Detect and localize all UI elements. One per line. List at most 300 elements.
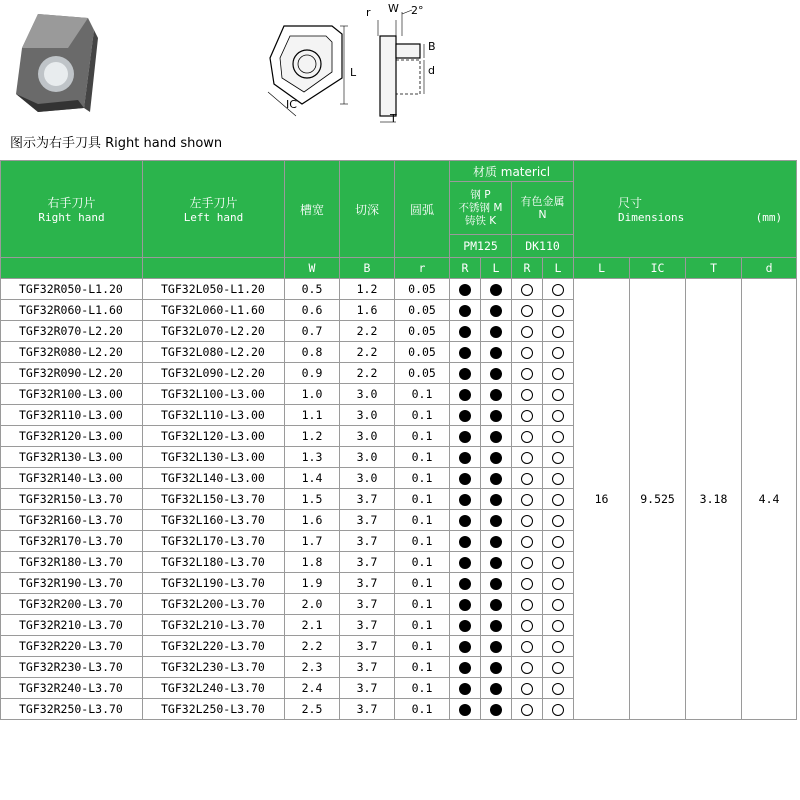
- availability-cell: [512, 510, 543, 531]
- width-value: 0.8: [285, 342, 340, 363]
- left-hand-model: TGF32L190-L3.70: [143, 573, 285, 594]
- availability-cell: [543, 405, 574, 426]
- sym-blank-1: [1, 258, 143, 279]
- header-grade-dk110: DK110: [512, 235, 574, 258]
- availability-cell: [450, 678, 481, 699]
- availability-cell: [450, 279, 481, 300]
- filled-circle-icon: [459, 599, 471, 611]
- filled-circle-icon: [459, 536, 471, 548]
- sym-W: W: [285, 258, 340, 279]
- empty-circle-icon: [521, 683, 533, 695]
- spec-table: [0, 160, 797, 720]
- availability-cell: [481, 279, 512, 300]
- availability-cell: [512, 363, 543, 384]
- availability-cell: [543, 699, 574, 720]
- right-hand-model: TGF32R120-L3.00: [1, 426, 143, 447]
- width-value: 1.4: [285, 468, 340, 489]
- availability-cell: [543, 321, 574, 342]
- left-hand-model: TGF32L210-L3.70: [143, 615, 285, 636]
- radius-value: 0.1: [395, 573, 450, 594]
- empty-circle-icon: [552, 515, 564, 527]
- empty-circle-icon: [552, 683, 564, 695]
- width-value: 1.0: [285, 384, 340, 405]
- empty-circle-icon: [552, 662, 564, 674]
- dimension-L: 16: [574, 279, 630, 720]
- width-value: 1.7: [285, 531, 340, 552]
- empty-circle-icon: [521, 557, 533, 569]
- radius-value: 0.1: [395, 426, 450, 447]
- availability-cell: [543, 573, 574, 594]
- filled-circle-icon: [490, 515, 502, 527]
- right-hand-model: TGF32R230-L3.70: [1, 657, 143, 678]
- availability-cell: [481, 489, 512, 510]
- right-hand-model: TGF32R050-L1.20: [1, 279, 143, 300]
- empty-circle-icon: [521, 704, 533, 716]
- depth-value: 3.7: [340, 699, 395, 720]
- radius-value: 0.05: [395, 279, 450, 300]
- width-value: 1.1: [285, 405, 340, 426]
- filled-circle-icon: [459, 284, 471, 296]
- width-value: 2.3: [285, 657, 340, 678]
- availability-cell: [450, 699, 481, 720]
- depth-value: 1.2: [340, 279, 395, 300]
- empty-circle-icon: [521, 284, 533, 296]
- sym-blank-2: [143, 258, 285, 279]
- radius-value: 0.05: [395, 342, 450, 363]
- left-hand-model: TGF32L220-L3.70: [143, 636, 285, 657]
- availability-cell: [450, 321, 481, 342]
- depth-value: 3.0: [340, 405, 395, 426]
- header-nonferrous-group: 有色金属 N: [512, 182, 574, 235]
- availability-cell: [481, 657, 512, 678]
- left-hand-model: TGF32L120-L3.00: [143, 426, 285, 447]
- header-steel-group: 钢 P 不锈钢 M 铸铁 K: [450, 182, 512, 235]
- depth-value: 3.0: [340, 447, 395, 468]
- left-hand-model: TGF32L170-L3.70: [143, 531, 285, 552]
- availability-cell: [543, 510, 574, 531]
- availability-cell: [512, 552, 543, 573]
- insert-side-view-drawing: [372, 6, 452, 130]
- availability-cell: [450, 594, 481, 615]
- filled-circle-icon: [459, 431, 471, 443]
- dim-label-W: W: [388, 2, 399, 15]
- right-hand-model: TGF32R080-L2.20: [1, 342, 143, 363]
- width-value: 0.9: [285, 363, 340, 384]
- availability-cell: [543, 531, 574, 552]
- sym-IC: IC: [630, 258, 686, 279]
- filled-circle-icon: [490, 557, 502, 569]
- filled-circle-icon: [490, 305, 502, 317]
- empty-circle-icon: [552, 704, 564, 716]
- availability-cell: [450, 405, 481, 426]
- empty-circle-icon: [521, 431, 533, 443]
- availability-cell: [450, 657, 481, 678]
- availability-cell: [481, 321, 512, 342]
- insert-photo: [8, 8, 98, 118]
- empty-circle-icon: [521, 410, 533, 422]
- availability-cell: [481, 531, 512, 552]
- radius-value: 0.1: [395, 594, 450, 615]
- left-hand-model: TGF32L110-L3.00: [143, 405, 285, 426]
- width-value: 1.8: [285, 552, 340, 573]
- empty-circle-icon: [552, 284, 564, 296]
- filled-circle-icon: [459, 662, 471, 674]
- depth-value: 3.7: [340, 552, 395, 573]
- header-radius: 圆弧: [395, 161, 450, 258]
- availability-cell: [543, 363, 574, 384]
- availability-cell: [512, 489, 543, 510]
- availability-cell: [543, 447, 574, 468]
- header-right-hand: 右手刀片 Right hand: [1, 161, 143, 258]
- availability-cell: [543, 678, 574, 699]
- empty-circle-icon: [552, 557, 564, 569]
- availability-cell: [543, 300, 574, 321]
- width-value: 1.2: [285, 426, 340, 447]
- left-hand-model: TGF32L070-L2.20: [143, 321, 285, 342]
- sym-L: L: [574, 258, 630, 279]
- depth-value: 1.6: [340, 300, 395, 321]
- filled-circle-icon: [459, 515, 471, 527]
- right-hand-model: TGF32R160-L3.70: [1, 510, 143, 531]
- availability-cell: [481, 552, 512, 573]
- availability-cell: [481, 510, 512, 531]
- sym-L1: L: [481, 258, 512, 279]
- availability-cell: [512, 615, 543, 636]
- filled-circle-icon: [490, 410, 502, 422]
- dim-label-r: r: [366, 6, 371, 19]
- empty-circle-icon: [552, 620, 564, 632]
- availability-cell: [543, 468, 574, 489]
- left-hand-model: TGF32L100-L3.00: [143, 384, 285, 405]
- depth-value: 3.7: [340, 489, 395, 510]
- availability-cell: [512, 426, 543, 447]
- availability-cell: [481, 363, 512, 384]
- availability-cell: [481, 594, 512, 615]
- left-hand-model: TGF32L180-L3.70: [143, 552, 285, 573]
- filled-circle-icon: [490, 662, 502, 674]
- availability-cell: [512, 531, 543, 552]
- empty-circle-icon: [552, 599, 564, 611]
- radius-value: 0.1: [395, 384, 450, 405]
- availability-cell: [512, 279, 543, 300]
- left-hand-model: TGF32L060-L1.60: [143, 300, 285, 321]
- filled-circle-icon: [490, 683, 502, 695]
- availability-cell: [481, 636, 512, 657]
- spec-table-wrapper: [0, 160, 800, 720]
- sym-R1: R: [450, 258, 481, 279]
- availability-cell: [481, 468, 512, 489]
- availability-cell: [450, 468, 481, 489]
- empty-circle-icon: [552, 431, 564, 443]
- empty-circle-icon: [552, 305, 564, 317]
- availability-cell: [450, 615, 481, 636]
- availability-cell: [543, 489, 574, 510]
- dim-label-B: B: [428, 40, 436, 53]
- spec-table-body: [1, 279, 797, 720]
- header-left-hand: 左手刀片 Left hand: [143, 161, 285, 258]
- width-value: 0.7: [285, 321, 340, 342]
- availability-cell: [512, 384, 543, 405]
- right-hand-model: TGF32R070-L2.20: [1, 321, 143, 342]
- dim-label-d: d: [428, 64, 435, 77]
- empty-circle-icon: [521, 473, 533, 485]
- empty-circle-icon: [521, 515, 533, 527]
- empty-circle-icon: [552, 452, 564, 464]
- filled-circle-icon: [459, 704, 471, 716]
- header-dimensions: 尺寸 Dimensions (mm): [574, 161, 797, 258]
- availability-cell: [543, 594, 574, 615]
- availability-cell: [512, 699, 543, 720]
- filled-circle-icon: [459, 494, 471, 506]
- radius-value: 0.05: [395, 321, 450, 342]
- depth-value: 3.0: [340, 384, 395, 405]
- depth-value: 3.7: [340, 510, 395, 531]
- availability-cell: [512, 594, 543, 615]
- availability-cell: [450, 489, 481, 510]
- sym-d: d: [742, 258, 797, 279]
- empty-circle-icon: [552, 410, 564, 422]
- empty-circle-icon: [521, 494, 533, 506]
- filled-circle-icon: [459, 326, 471, 338]
- depth-value: 3.7: [340, 678, 395, 699]
- filled-circle-icon: [490, 641, 502, 653]
- depth-value: 2.2: [340, 321, 395, 342]
- depth-value: 3.0: [340, 468, 395, 489]
- filled-circle-icon: [490, 389, 502, 401]
- depth-value: 3.7: [340, 636, 395, 657]
- filled-circle-icon: [459, 305, 471, 317]
- filled-circle-icon: [490, 326, 502, 338]
- availability-cell: [481, 342, 512, 363]
- radius-value: 0.1: [395, 447, 450, 468]
- filled-circle-icon: [490, 494, 502, 506]
- filled-circle-icon: [459, 683, 471, 695]
- empty-circle-icon: [521, 578, 533, 590]
- filled-circle-icon: [490, 452, 502, 464]
- filled-circle-icon: [490, 599, 502, 611]
- dim-label-IC: IC: [286, 98, 297, 111]
- sym-L2: L: [543, 258, 574, 279]
- availability-cell: [512, 300, 543, 321]
- filled-circle-icon: [490, 284, 502, 296]
- dim-label-L: L: [350, 66, 357, 79]
- availability-cell: [512, 678, 543, 699]
- availability-cell: [512, 636, 543, 657]
- left-hand-model: TGF32L200-L3.70: [143, 594, 285, 615]
- depth-value: 2.2: [340, 342, 395, 363]
- availability-cell: [481, 447, 512, 468]
- width-value: 2.5: [285, 699, 340, 720]
- availability-cell: [450, 426, 481, 447]
- width-value: 2.4: [285, 678, 340, 699]
- filled-circle-icon: [490, 704, 502, 716]
- availability-cell: [450, 531, 481, 552]
- radius-value: 0.1: [395, 510, 450, 531]
- width-value: 2.0: [285, 594, 340, 615]
- sym-B: B: [340, 258, 395, 279]
- availability-cell: [481, 678, 512, 699]
- availability-cell: [450, 342, 481, 363]
- empty-circle-icon: [521, 620, 533, 632]
- figure-caption: 图示为右手刀具 Right hand shown: [10, 136, 223, 151]
- empty-circle-icon: [552, 578, 564, 590]
- left-hand-model: TGF32L160-L3.70: [143, 510, 285, 531]
- filled-circle-icon: [490, 431, 502, 443]
- empty-circle-icon: [521, 536, 533, 548]
- header-material: 材质 matericl: [450, 161, 574, 182]
- empty-circle-icon: [521, 452, 533, 464]
- right-hand-model: TGF32R210-L3.70: [1, 615, 143, 636]
- radius-value: 0.1: [395, 468, 450, 489]
- dim-label-T: T: [390, 112, 397, 125]
- depth-value: 3.0: [340, 426, 395, 447]
- left-hand-model: TGF32L140-L3.00: [143, 468, 285, 489]
- filled-circle-icon: [459, 452, 471, 464]
- availability-cell: [450, 384, 481, 405]
- filled-circle-icon: [459, 473, 471, 485]
- left-hand-model: TGF32L250-L3.70: [143, 699, 285, 720]
- dim-label-angle: 2°: [411, 4, 424, 17]
- left-hand-model: TGF32L050-L1.20: [143, 279, 285, 300]
- empty-circle-icon: [552, 347, 564, 359]
- empty-circle-icon: [521, 326, 533, 338]
- left-hand-model: TGF32L130-L3.00: [143, 447, 285, 468]
- depth-value: 3.7: [340, 657, 395, 678]
- filled-circle-icon: [459, 347, 471, 359]
- availability-cell: [512, 447, 543, 468]
- depth-value: 3.7: [340, 594, 395, 615]
- availability-cell: [450, 447, 481, 468]
- right-hand-model: TGF32R220-L3.70: [1, 636, 143, 657]
- filled-circle-icon: [490, 620, 502, 632]
- dimension-T: 3.18: [686, 279, 742, 720]
- filled-circle-icon: [459, 578, 471, 590]
- availability-cell: [481, 384, 512, 405]
- sym-R2: R: [512, 258, 543, 279]
- right-hand-model: TGF32R140-L3.00: [1, 468, 143, 489]
- sym-r: r: [395, 258, 450, 279]
- availability-cell: [543, 615, 574, 636]
- dimension-IC: 9.525: [630, 279, 686, 720]
- empty-circle-icon: [552, 473, 564, 485]
- empty-circle-icon: [521, 599, 533, 611]
- availability-cell: [481, 405, 512, 426]
- empty-circle-icon: [552, 641, 564, 653]
- radius-value: 0.1: [395, 678, 450, 699]
- filled-circle-icon: [490, 536, 502, 548]
- availability-cell: [512, 342, 543, 363]
- empty-circle-icon: [521, 389, 533, 401]
- filled-circle-icon: [459, 641, 471, 653]
- availability-cell: [543, 342, 574, 363]
- filled-circle-icon: [459, 620, 471, 632]
- left-hand-model: TGF32L150-L3.70: [143, 489, 285, 510]
- left-hand-model: TGF32L080-L2.20: [143, 342, 285, 363]
- empty-circle-icon: [552, 536, 564, 548]
- right-hand-model: TGF32R150-L3.70: [1, 489, 143, 510]
- empty-circle-icon: [521, 305, 533, 317]
- dimension-d: 4.4: [742, 279, 797, 720]
- right-hand-model: TGF32R240-L3.70: [1, 678, 143, 699]
- availability-cell: [512, 573, 543, 594]
- empty-circle-icon: [552, 368, 564, 380]
- filled-circle-icon: [490, 473, 502, 485]
- availability-cell: [450, 300, 481, 321]
- right-hand-model: TGF32R250-L3.70: [1, 699, 143, 720]
- availability-cell: [543, 552, 574, 573]
- depth-value: 3.7: [340, 615, 395, 636]
- depth-value: 3.7: [340, 531, 395, 552]
- left-hand-model: TGF32L230-L3.70: [143, 657, 285, 678]
- availability-cell: [450, 510, 481, 531]
- radius-value: 0.1: [395, 405, 450, 426]
- width-value: 0.6: [285, 300, 340, 321]
- width-value: 0.5: [285, 279, 340, 300]
- availability-cell: [481, 699, 512, 720]
- availability-cell: [512, 321, 543, 342]
- empty-circle-icon: [521, 368, 533, 380]
- radius-value: 0.1: [395, 699, 450, 720]
- availability-cell: [450, 552, 481, 573]
- availability-cell: [450, 573, 481, 594]
- availability-cell: [481, 615, 512, 636]
- right-hand-model: TGF32R100-L3.00: [1, 384, 143, 405]
- right-hand-model: TGF32R060-L1.60: [1, 300, 143, 321]
- availability-cell: [481, 426, 512, 447]
- width-value: 1.5: [285, 489, 340, 510]
- filled-circle-icon: [490, 578, 502, 590]
- availability-cell: [543, 384, 574, 405]
- width-value: 2.2: [285, 636, 340, 657]
- availability-cell: [543, 426, 574, 447]
- radius-value: 0.1: [395, 636, 450, 657]
- radius-value: 0.05: [395, 363, 450, 384]
- empty-circle-icon: [521, 641, 533, 653]
- filled-circle-icon: [459, 557, 471, 569]
- right-hand-model: TGF32R170-L3.70: [1, 531, 143, 552]
- filled-circle-icon: [459, 410, 471, 422]
- availability-cell: [543, 657, 574, 678]
- availability-cell: [450, 363, 481, 384]
- availability-cell: [543, 636, 574, 657]
- width-value: 1.9: [285, 573, 340, 594]
- availability-cell: [481, 573, 512, 594]
- filled-circle-icon: [459, 389, 471, 401]
- empty-circle-icon: [521, 662, 533, 674]
- header-grade-pm125: PM125: [450, 235, 512, 258]
- right-hand-model: TGF32R130-L3.00: [1, 447, 143, 468]
- table-row: [1, 279, 797, 300]
- right-hand-model: TGF32R200-L3.70: [1, 594, 143, 615]
- right-hand-model: TGF32R190-L3.70: [1, 573, 143, 594]
- empty-circle-icon: [552, 389, 564, 401]
- empty-circle-icon: [521, 347, 533, 359]
- product-figure-area: [0, 0, 800, 160]
- left-hand-model: TGF32L240-L3.70: [143, 678, 285, 699]
- radius-value: 0.05: [395, 300, 450, 321]
- availability-cell: [512, 468, 543, 489]
- empty-circle-icon: [552, 494, 564, 506]
- header-depth: 切深: [340, 161, 395, 258]
- sym-T: T: [686, 258, 742, 279]
- right-hand-model: TGF32R090-L2.20: [1, 363, 143, 384]
- header-width: 槽宽: [285, 161, 340, 258]
- radius-value: 0.1: [395, 657, 450, 678]
- availability-cell: [512, 657, 543, 678]
- empty-circle-icon: [552, 326, 564, 338]
- filled-circle-icon: [459, 368, 471, 380]
- depth-value: 2.2: [340, 363, 395, 384]
